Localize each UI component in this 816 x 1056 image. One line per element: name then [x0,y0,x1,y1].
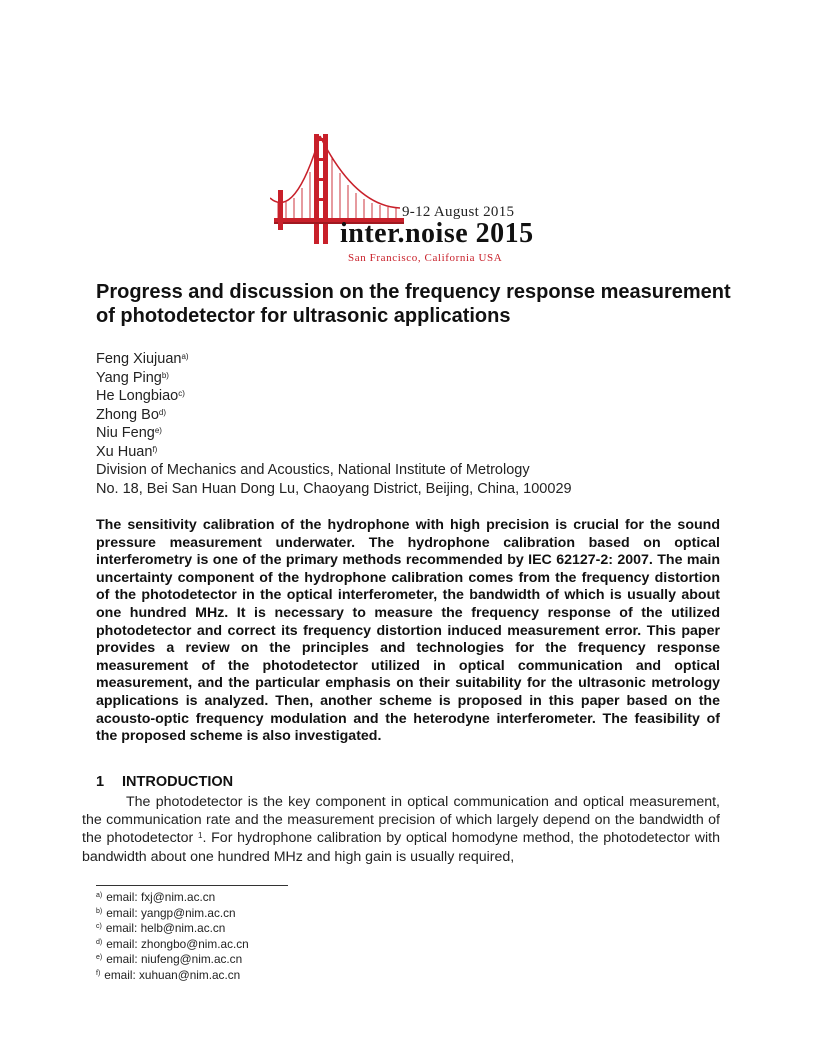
footnotes [96,890,249,983]
paper-title: Progress and discussion on the frequency response measurement of photodetector for ultrasonic applications [96,281,731,327]
section-number: 1 [96,774,105,790]
conference-date: 9-12 August 2015 [402,204,515,220]
author-entry [96,424,736,443]
footnote-mark: b) [96,907,103,915]
author-name: Xu Huan [96,443,153,460]
footnote [96,968,249,984]
footnote-mark: e) [96,954,103,961]
author-mark: b) [161,370,169,380]
footnote-mark: f) [96,969,101,977]
author-name: Feng Xiujuan [96,351,182,367]
affiliation: Division of Mechanics and Acoustics, National Institute of Metrology [96,462,530,478]
author-mark: a) [181,352,189,361]
footnote-text: email: niufeng@nim.ac.cn [106,952,243,966]
address: No. 18, Bei San Huan Dong Lu, Chaoyang District, Beijing, China, 100029 [96,480,572,497]
author-entry [96,350,736,369]
footnote-text: email: yangp@nim.ac.cn [106,905,236,920]
author-block [96,350,736,498]
section-heading [96,774,233,790]
conference-name: inter.noise 2015 [340,218,534,249]
author-name: He Longbiao [96,388,179,404]
footnote-text: email: zhongbo@nim.ac.cn [106,936,249,951]
author-entry [96,369,736,388]
intro-text: The photodetector is the key component in optical communication and optical measurement, the communication rate and the measurement precision of which largely depend on the bandwidth of the photodetector [82,794,720,847]
author-entry [96,443,736,462]
footnote-divider [96,885,288,886]
footnote-text: email: helb@nim.ac.cn [105,921,226,935]
conference-logo [270,128,550,268]
footnote-mark: d) [96,938,103,946]
footnote [96,937,249,953]
footnote-text: email: fxj@nim.ac.cn [106,890,216,904]
author-name: Niu Feng [96,425,155,441]
abstract: The sensitivity calibration of the hydrophone with high precision is crucial for the sound pressure measurement underwater. The hydrophone calibration based on optical interferometry is one of the primary methods recommended by IEC 62127-2: 2007. The main uncertainty component of the hydrophone calibration comes from the frequency distortion of the photodetector in the optical interferometer, the bandwidth of which is usually about one hundred MHz. It is necessary to measure the frequency response of the utilized photodetector and correct its frequency distortion induced measurement error. This paper provides a review on the principles and technologies for the frequency response measurement of the photodetector utilized in optical communication and optical measurement, and the particular emphasis on their suitability for the ultrasonic metrology applications is analyzed. Then, another scheme is proposed in this paper based on the acousto-optic frequency modulation and the heterodyne interferometer. The feasibility of the proposed scheme is also investigated. [96,517,720,745]
conference-location: San Francisco, California USA [348,252,503,264]
author-name: Zhong Bo [96,406,159,423]
author-mark: e) [154,426,162,435]
section-title: INTRODUCTION [122,774,234,790]
author-mark: f) [152,444,158,454]
footnote-mark: c) [96,923,102,930]
footnote [96,952,249,968]
footnote-mark: a) [96,892,103,899]
intro-paragraph [82,793,720,866]
footnote [96,906,249,922]
intro-text-continued: . For hydrophone calibration by optical homodyne method, the photodetector with bandwidth about one hundred MHz and high gain is usually required, [82,830,720,865]
author-name: Yang Ping [96,369,162,386]
footnote-text: email: xuhuan@nim.ac.cn [104,967,241,982]
author-entry [96,387,736,406]
citation-ref: 1 [198,831,203,841]
footnote [96,890,249,906]
author-entry [96,406,736,425]
author-mark: c) [178,389,185,398]
footnote [96,921,249,937]
author-mark: d) [158,407,167,417]
